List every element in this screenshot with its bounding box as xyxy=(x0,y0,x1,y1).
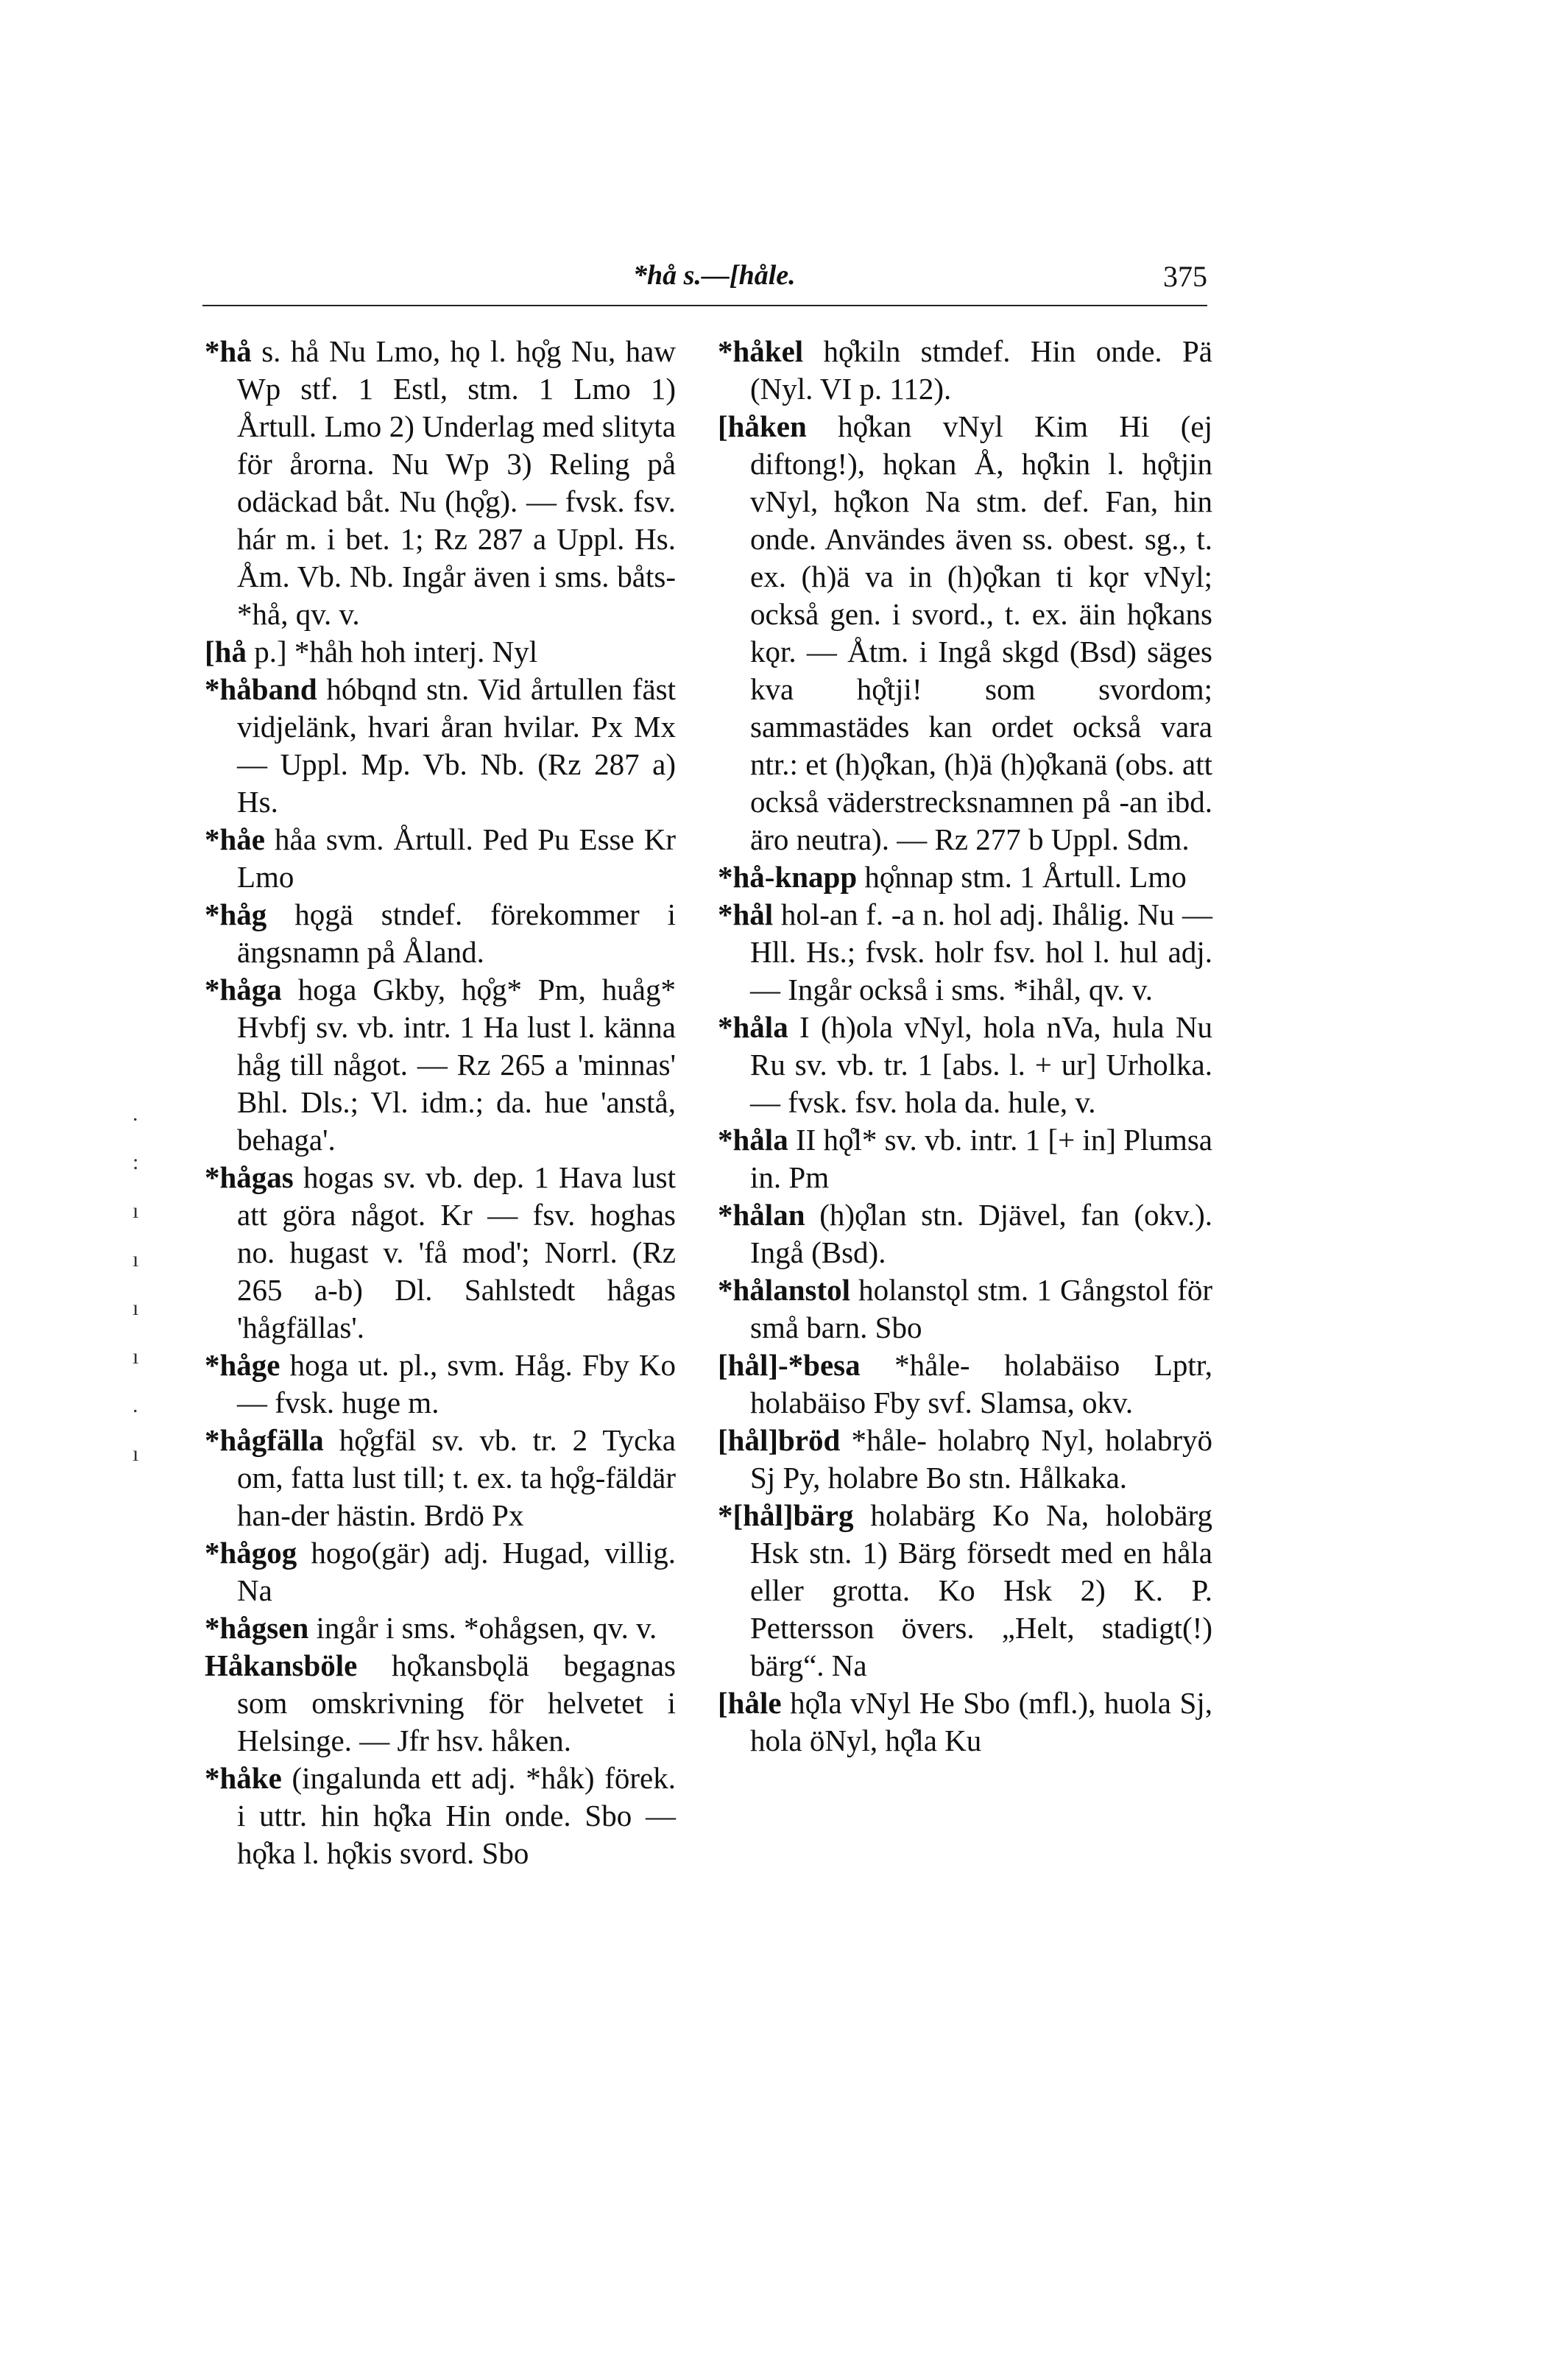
page-number: 375 xyxy=(1163,260,1207,293)
entry: *hågfälla hǫ̊gfäl sv. vb. tr. 2 Tycka om, fatta lust till; t. ex. ta hǫ̊g-fäldär han-der hästin. Brdö Px xyxy=(205,1423,676,1532)
entry: *hål hol-an f. -a n. hol adj. Ihålig. Nu — Hll. Hs.; fvsk. holr fsv. hol l. hul adj. — Ingår också i sms. *ihål, qv. v. xyxy=(718,897,1212,1006)
entry: *håla I (h)ola vNyl, hola nVa, hula Nu Ru sv. vb. tr. 1 [abs. l. + ur] Urholka. — fvsk. fsv. hola da. hule, v. xyxy=(718,1010,1212,1119)
entry-lemma: *hå-knapp xyxy=(718,860,858,894)
entry-lemma: *hågas xyxy=(205,1160,294,1194)
left-column xyxy=(205,333,676,1872)
entry-lemma: *håla xyxy=(718,1123,788,1157)
entry-lemma: *hågfälla xyxy=(205,1423,324,1457)
entry-lemma: *[hål]bärg xyxy=(718,1498,854,1532)
entry-lemma: [hål]bröd xyxy=(718,1423,841,1457)
entry-lemma: *håg xyxy=(205,897,267,931)
entry: *håe håa svm. Årtull. Ped Pu Esse Kr Lmo xyxy=(205,822,676,894)
entry: *hågog hogo(gär) adj. Hugad, villig. Na xyxy=(205,1536,676,1607)
margin-marks: . : ı ı ı ı . ı xyxy=(133,1101,139,1466)
entry-lemma: *hågog xyxy=(205,1536,297,1570)
entry-lemma: Håkansböle xyxy=(205,1648,358,1682)
entry-lemma: [hål]-*besa xyxy=(718,1348,861,1382)
entry: *[hål]bärg holabärg Ko Na, holobärg Hsk stn. 1) Bärg försedt med en håla eller grotta. Ko Hsk 2) K. P. Pettersson övers. „Helt, stadigt(!) bärg“. Na xyxy=(718,1498,1212,1682)
entry-lemma: *håkel xyxy=(718,334,804,368)
entry-lemma: *håla xyxy=(718,1010,788,1044)
entry-lemma: *håe xyxy=(205,822,265,856)
entry: *håke (ingalunda ett adj. *håk) förek. i uttr. hin hǫ̊ka Hin onde. Sbo — hǫ̊ka l. hǫ̊kis svord. Sbo xyxy=(205,1761,676,1870)
entry: *håla II hǫ̊l* sv. vb. intr. 1 [+ in] Plumsa in. Pm xyxy=(718,1123,1212,1194)
entry-lemma: *hå xyxy=(205,334,252,368)
header-rule xyxy=(202,305,1207,306)
entry: [hål]-*besa *håle- holabäiso Lptr, holabäiso Fby svf. Slamsa, okv. xyxy=(718,1348,1212,1419)
entry: [håle hǫ̊la vNyl He Sbo (mfl.), huola Sj, hola öNyl, hǫ̊la Ku xyxy=(718,1686,1212,1757)
entry: *håg hǫgä stndef. förekommer i ängsnamn på Åland. xyxy=(205,897,676,969)
entry: [håken hǫ̊kan vNyl Kim Hi (ej diftong!), hǫkan Å, hǫ̊kin l. hǫ̊tjin vNyl, hǫ̊kon Na stm. def. Fan, hin onde. Användes även ss. obest. sg., t. ex. (h)ä va in (h)ǫ̊kan ti kǫr vNyl; också gen. i svord., t. ex. äin hǫ̊kans kǫr. — Åtm. i Ingå skgd (Bsd) säges kva hǫ̊tji! som svordom; sammastädes kan ordet också vara ntr.: et (h)ǫ̊kan, (h)ä (h)ǫ̊kanä (obs. att också väderstrecksnamnen på -an ibd. äro neutra). — Rz 277 b Uppl. Sdm. xyxy=(718,409,1212,856)
entry-lemma: *hål xyxy=(718,897,774,931)
running-head: *hå s.—[håle. xyxy=(633,260,796,291)
entry-lemma: *hålanstol xyxy=(718,1273,850,1307)
entry-lemma: [håken xyxy=(718,409,807,443)
entry: *håkel hǫ̊kiln stmdef. Hin onde. Pä (Nyl. VI p. 112). xyxy=(718,334,1212,406)
right-column xyxy=(718,333,1212,1760)
entry: *håband hóbqnd stn. Vid årtullen fäst vidjelänk, hvari åran hvilar. Px Mx — Uppl. Mp. Vb. Nb. (Rz 287 a) Hs. xyxy=(205,672,676,819)
entry: *hålan (h)ǫ̊lan stn. Djävel, fan (okv.). Ingå (Bsd). xyxy=(718,1198,1212,1269)
entry: [hål]bröd *håle- holabrǫ Nyl, holabryö Sj Py, holabre Bo stn. Hålkaka. xyxy=(718,1423,1212,1495)
entry: *håge hoga ut. pl., svm. Håg. Fby Ko — fvsk. huge m. xyxy=(205,1348,676,1419)
entry: *håga hoga Gkby, hǫ̊g* Pm, huåg* Hvbfj sv. vb. intr. 1 Ha lust l. känna håg till något. — Rz 265 a 'minnas' Bhl. Dls.; Vl. idm.; da. hue 'anstå, behaga'. xyxy=(205,973,676,1157)
entry-lemma: *håke xyxy=(205,1761,282,1795)
entry: *hågsen ingår i sms. *ohågsen, qv. v. xyxy=(205,1611,657,1645)
entry-lemma: *håge xyxy=(205,1348,280,1382)
entry-lemma: [håle xyxy=(718,1686,782,1720)
entry-lemma: *hålan xyxy=(718,1198,805,1232)
entry-lemma: *håband xyxy=(205,672,317,706)
entry: [hå p.] *håh hoh interj. Nyl xyxy=(205,635,538,668)
entry: Håkansböle hǫ̊kansbǫlä begagnas som omskrivning för helvetet i Helsinge. — Jfr hsv. håken. xyxy=(205,1648,676,1757)
entry: *hå s. hå Nu Lmo, hǫ l. hǫ̊g Nu, haw Wp stf. 1 Estl, stm. 1 Lmo 1) Årtull. Lmo 2) Underlag med slityta för årorna. Nu Wp 3) Reling på odäckad båt. Nu (hǫ̊g). — fvsk. fsv. hár m. i bet. 1; Rz 287 a Uppl. Hs. Åm. Vb. Nb. Ingår även i sms. båts-*hå, qv. v. xyxy=(205,334,676,631)
entry-lemma: *hågsen xyxy=(205,1611,309,1645)
entry-lemma: *håga xyxy=(205,973,282,1006)
entry: *hågas hogas sv. vb. dep. 1 Hava lust att göra något. Kr — fsv. hoghas no. hugast v. 'få mod'; Norrl. (Rz 265 a-b) Dl. Sahlstedt hågas 'hågfällas'. xyxy=(205,1160,676,1344)
entry: *hå-knapp hǫ̊nnap stm. 1 Årtull. Lmo xyxy=(718,860,1187,894)
entry-lemma: [hå xyxy=(205,635,247,668)
entry: *hålanstol holanstǫl stm. 1 Gångstol för små barn. Sbo xyxy=(718,1273,1212,1344)
page-header xyxy=(202,259,1207,306)
